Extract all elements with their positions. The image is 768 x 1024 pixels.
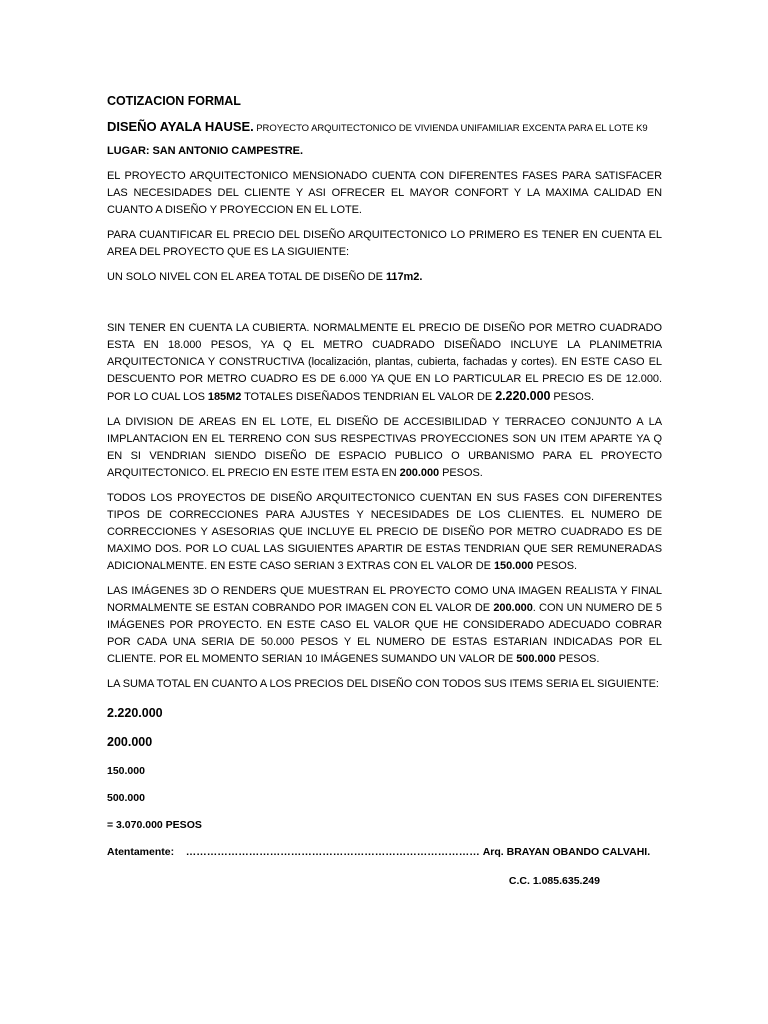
design-price-text: SIN TENER EN CUENTA LA CUBIERTA. NORMALMENTE EL PRECIO DE DISEÑO POR METRO CUADRADO ESTA EN 18.000 PESOS, YA Q EL METRO CUADRADO DISEÑADO INCLUYE LA PLANIMETRIA ARQUITECTONICA Y CONSTRUCTIVA (localización, plantas, cubierta, fachadas y cortes). EN ESTE CASO EL DESCUENTO POR METRO CUADRO ES DE 6.000 YA QUE EN LO PARTICULAR EL PRECIO ES DE 12.000. POR LO CUAL LOS: [107, 322, 662, 403]
urbanism-price: 200.000: [399, 467, 440, 479]
corrections-price: 150.000: [493, 560, 534, 572]
document-page: [107, 93, 662, 890]
urbanism-text: LA DIVISION DE AREAS EN EL LOTE, EL DISEÑO DE ACCESIBILIDAD Y TERRACEO CONJUNTO A LA IMPLANTACION EN EL TERRENO CON SUS RESPECTIVAS PROYECCIONES SON UN ITEM APARTE YA Q EN SI VENDRIAN SIENDO DISEÑO DE ESPACIO PUBLICO O URBANISMO PARA EL PROYECTO ARQUITECTONICO. EL PRECIO EN ESTE ITEM ESTA EN: [107, 416, 662, 479]
paragraph-design-price: [107, 320, 662, 406]
sum-total: = 3.070.000 PESOS: [107, 819, 202, 831]
renders-unit-price: 200.000: [493, 602, 533, 614]
sum-item-renders: 500.000: [107, 792, 145, 804]
project-heading: [107, 118, 662, 137]
spacer: [107, 294, 662, 320]
signature-name: Arq. BRAYAN OBANDO CALVAHI.: [482, 846, 651, 858]
signature-label: Atentamente:: [107, 846, 175, 858]
renders-text: LAS IMÁGENES 3D O RENDERS QUE MUESTRAN EL PROYECTO COMO UNA IMAGEN REALISTA Y FINAL NORMALMENTE SE ESTAN COBRANDO POR IMAGEN CON EL VALOR DE: [107, 585, 662, 614]
area-text: UN SOLO NIVEL CON EL AREA TOTAL DE DISEÑO DE: [107, 271, 386, 283]
sum-item-urbanism: 200.000: [107, 735, 153, 749]
paragraph-summary-intro: LA SUMA TOTAL EN CUANTO A LOS PRECIOS DEL DISEÑO CON TODOS SUS ITEMS SERIA EL SIGUIENTE:: [107, 678, 659, 690]
project-name: DISEÑO AYALA HAUSE.: [107, 119, 254, 134]
design-price-value: 2.220.000: [495, 389, 551, 403]
design-price-unit: PESOS.: [550, 391, 595, 403]
location-value: SAN ANTONIO CAMPESTRE.: [152, 145, 303, 157]
paragraph-intro: EL PROYECTO ARQUITECTONICO MENSIONADO CUENTA CON DIFERENTES FASES PARA SATISFACER LAS NECESIDADES DEL CLIENTE Y ASI OFRECER EL MAYOR CONFORT Y LA MAXIMA CALIDAD EN CUANTO A DISEÑO Y PROYECCION EN EL LOTE.: [107, 170, 662, 216]
paragraph-urbanism: [107, 414, 662, 482]
design-area-total: 185M2: [207, 391, 242, 403]
location-line: [107, 143, 662, 160]
renders-total: 500.000: [516, 653, 556, 665]
paragraph-area-value: [107, 269, 662, 286]
corrections-unit: PESOS.: [533, 560, 578, 572]
sum-item-corrections: 150.000: [107, 765, 145, 777]
renders-text-2: . CON UN NUMERO DE 5 IMÁGENES POR PROYECTO. EN ESTE CASO EL VALOR QUE HE CONSIDERADO ADECUADO COBRAR POR CADA UNA SERIA DE 50.000 PESOS Y EL NUMERO DE ESTAS ESTARIAN INDICADAS POR EL CLIENTE. POR EL MOMENTO SERIAN 10 IMÁGENES SUMANDO UN VALOR DE: [107, 602, 662, 665]
sum-item-design: 2.220.000: [107, 706, 163, 720]
signature-line: [107, 844, 662, 861]
project-description: PROYECTO ARQUITECTONICO DE VIVIENDA UNIFAMILIAR EXCENTA PARA EL LOTE K9: [253, 123, 648, 134]
document-title: COTIZACION FORMAL: [107, 94, 241, 108]
id-number: C.C. 1.085.635.249: [508, 875, 600, 887]
area-value: 117m2.: [385, 271, 423, 283]
paragraph-renders: [107, 583, 662, 668]
paragraph-corrections: [107, 490, 662, 575]
signature-dots: …………………………………………………………………………: [185, 846, 480, 858]
design-price-text-2: TOTALES DISEÑADOS TENDRIAN EL VALOR DE: [241, 391, 496, 403]
location-label: LUGAR:: [107, 145, 153, 157]
corrections-text: TODOS LOS PROYECTOS DE DISEÑO ARQUITECTONICO CUENTAN EN SUS FASES CON DIFERENTES TIPOS DE CORRECCIONES PARA AJUSTES Y NECESIDADES DE LOS CLIENTES. EL NUMERO DE CORRECCIONES Y ASESORIAS QUE INCLUYE EL PRECIO DE DISEÑO POR METRO CUADRADO ES DE MAXIMO DOS. POR LO CUAL LAS SIGUIENTES APARTIR DE ESTAS TENDRIAN QUE SER REMUNERADAS ADICIONALMENTE. EN ESTE CASO SERIAN 3 EXTRAS CON EL VALOR DE: [107, 492, 662, 572]
paragraph-area-intro: PARA CUANTIFICAR EL PRECIO DEL DISEÑO ARQUITECTONICO LO PRIMERO ES TENER EN CUENTA EL AREA DEL PROYECTO QUE ES LA SIGUIENTE:: [107, 229, 662, 258]
renders-unit: PESOS.: [555, 653, 600, 665]
urbanism-unit: PESOS.: [439, 467, 483, 479]
